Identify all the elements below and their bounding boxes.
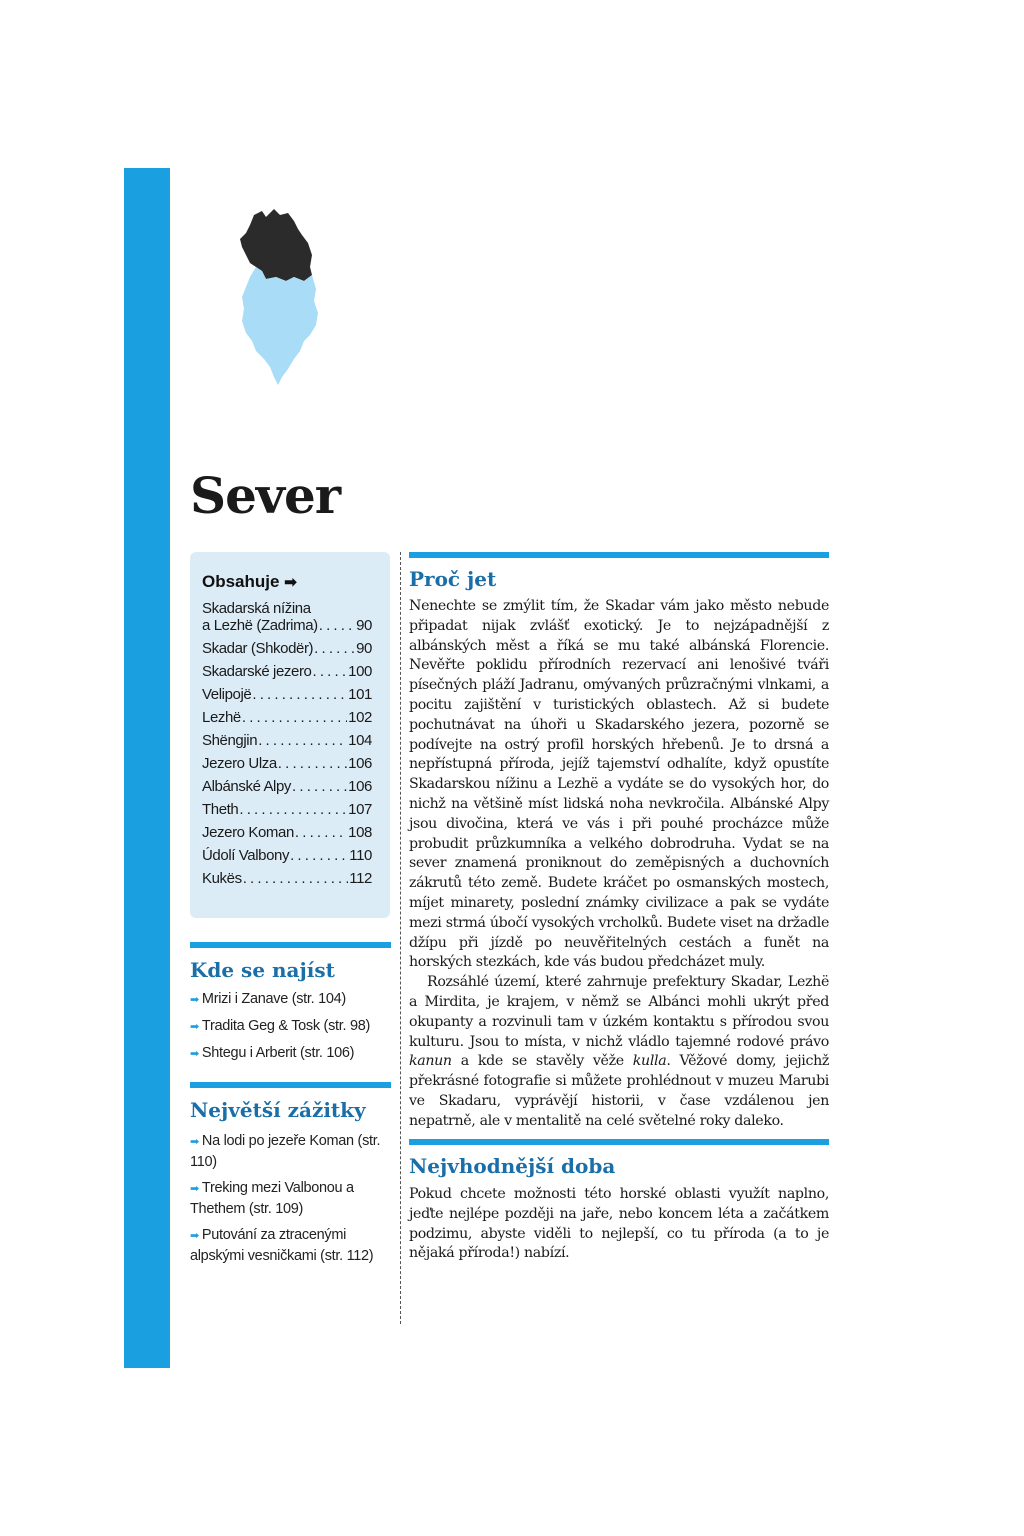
toc-leader — [292, 778, 347, 795]
toc-item[interactable] — [202, 778, 378, 795]
toc-item-page: 108 — [348, 824, 372, 841]
toc-item-label: Theth — [202, 801, 239, 818]
toc-item-label: Jezero Ulza — [202, 755, 277, 772]
toc-leader — [242, 709, 347, 726]
toc-item-page: 90 — [356, 640, 372, 657]
arrow-right-icon: ➡ — [190, 1021, 199, 1033]
toc-item-page: 102 — [348, 709, 372, 726]
list-item — [190, 989, 390, 1010]
toc-item-page: 106 — [348, 755, 372, 772]
contents-box — [190, 552, 390, 918]
list-item-text[interactable]: Treking mezi Valbonou a Thethem (str. 109) — [190, 1180, 354, 1217]
toc-leader — [239, 801, 347, 818]
highlights-heading: Největší zážitky — [190, 1098, 366, 1122]
toc-item-page: 101 — [348, 686, 372, 703]
list-item-text[interactable]: Mrizi i Zanave (str. 104) — [201, 991, 346, 1007]
toc-item-label: a Lezhë (Zadrima) — [202, 617, 318, 634]
toc-leader — [252, 686, 347, 703]
toc-item-label: Údolí Valbony — [202, 847, 290, 864]
toc-leader — [278, 755, 347, 772]
toc-item[interactable] — [202, 640, 378, 657]
why-go-body — [409, 597, 829, 1132]
contents-heading — [202, 572, 378, 592]
toc-leader — [314, 640, 355, 657]
arrow-right-icon: ➡ — [190, 1048, 199, 1060]
toc-item-label: Albánské Alpy — [202, 778, 292, 795]
why-go-paragraph-2 — [409, 973, 829, 1131]
toc-item-page: 100 — [348, 663, 372, 680]
paragraph-text: Rozsáhlé území, které zahrnuje prefektury Skadar, Lezhë a Mirdita, je krajem, v němž se Albánci mohli ukrýt před okupanty a rozvinuli tam v úzkém kontaktu s přírodou svou kulturu. Jsou to místa, v nichž vládlo tajemné rodové právo — [409, 974, 829, 1050]
toc-item-page: 112 — [349, 870, 372, 887]
toc-leader — [295, 824, 347, 841]
toc-item-label: Jezero Koman — [202, 824, 294, 841]
list-item — [190, 1225, 390, 1266]
list-item-text[interactable]: Tradita Geg & Tosk (str. 98) — [201, 1018, 371, 1034]
where-to-eat-list — [190, 989, 390, 1070]
toc-item[interactable] — [202, 870, 378, 887]
toc-item[interactable] — [202, 801, 378, 818]
toc-item[interactable] — [202, 663, 378, 680]
page-title: Sever — [190, 466, 341, 525]
list-item-text[interactable]: Na lodi po jezeře Koman (str. 110) — [190, 1133, 381, 1170]
toc-item-page: 107 — [348, 801, 372, 818]
toc-item-page: 104 — [348, 732, 372, 749]
best-time-paragraph: Pokud chcete možnosti této horské oblasti využít naplno, jeďte nejlépe později na jaře, nebo koncem léta a začátkem podzimu, abyste viděli to nejlepší, co tu příroda (a to je nějaká příroda!) nabízí. — [409, 1186, 829, 1262]
contents-heading-label: Obsahuje — [202, 572, 280, 591]
column-divider — [400, 552, 401, 1324]
term-kulla: kulla — [632, 1053, 667, 1070]
toc-item[interactable] — [202, 847, 378, 864]
contents-list — [202, 600, 378, 887]
arrow-right-icon: ➡ — [190, 1183, 199, 1195]
highlights-list — [190, 1131, 390, 1272]
toc-item-label-line1: Skadarská nížina — [202, 600, 311, 617]
paragraph-text: a kde se stavěly věže — [451, 1053, 633, 1070]
toc-leader — [243, 870, 349, 887]
section-rule — [409, 552, 829, 558]
list-item — [190, 1016, 390, 1037]
toc-item-label: Lezhë — [202, 709, 241, 726]
section-rule — [409, 1139, 829, 1145]
toc-item-page: 110 — [349, 847, 372, 864]
best-time-heading: Nejvhodnější doba — [409, 1154, 616, 1178]
section-rule — [190, 942, 391, 948]
list-item — [190, 1043, 390, 1064]
toc-item-label: Skadarské jezero — [202, 663, 312, 680]
toc-item-label: Skadar (Shkodër) — [202, 640, 314, 657]
section-rule — [190, 1082, 391, 1088]
toc-item-label: Shëngjin — [202, 732, 258, 749]
best-time-body — [409, 1185, 829, 1264]
toc-leader — [258, 732, 347, 749]
arrow-right-icon: ➡ — [190, 1230, 199, 1242]
toc-item[interactable] — [202, 824, 378, 841]
list-item-text[interactable]: Putování za ztracenými alpskými vesničkami (str. 112) — [190, 1227, 374, 1264]
list-item — [190, 1178, 390, 1219]
albania-map-icon — [232, 205, 332, 395]
toc-item[interactable] — [202, 600, 378, 634]
toc-item[interactable] — [202, 686, 378, 703]
where-to-eat-heading: Kde se najíst — [190, 958, 335, 982]
toc-item[interactable] — [202, 755, 378, 772]
list-item-text[interactable]: Shtegu i Arberit (str. 106) — [201, 1045, 355, 1061]
map-region-north — [240, 209, 312, 281]
side-color-bar — [124, 168, 170, 1368]
toc-leader — [313, 663, 348, 680]
arrow-right-icon: ➡ — [190, 994, 199, 1006]
toc-leader — [290, 847, 348, 864]
paragraph-text: . Věžové domy, jejichž překrásné fotografie si můžete prohlédnout v muzeu Marubi ve Skadaru, vyprávějí historii, v čase vzdálenou jen nepatrně, ale v mentalitě na celé světelné roky daleko. — [409, 1053, 829, 1129]
arrow-right-icon: ➡ — [284, 574, 297, 591]
list-item — [190, 1131, 390, 1172]
term-kanun: kanun — [409, 1053, 452, 1070]
toc-item[interactable] — [202, 732, 378, 749]
arrow-right-icon: ➡ — [190, 1136, 199, 1148]
toc-item[interactable] — [202, 709, 378, 726]
toc-leader — [319, 617, 355, 634]
toc-item-page: 90 — [356, 617, 372, 634]
toc-item-label: Kukës — [202, 870, 242, 887]
toc-item-label: Velipojë — [202, 686, 252, 703]
map-region-rest — [242, 267, 318, 385]
toc-item-page: 106 — [348, 778, 372, 795]
why-go-paragraph-1: Nenechte se zmýlit tím, že Skadar vám jako město nebude připadat nijak zvlášť exotický. Je to nejzápadnější z albánských měst a říká se mu také albánská Florencie. Nevěřte poklidu přírodních rezervací ani lenošivé tváři písečných pláží Jadranu, omývaných průzračnými vlnkami, a pocitu zajištění v turistických oblastech. Až si budete pochutnávat na úhoři u Skadarského jezera, pozorně se podívejte na ostrý profil horských hřebenů. Je to drsná a nepřístupná příroda, jejíž tajemství odhalíte, když opustíte Skadarskou nížinu a Lezhë a vydáte se do vysokých hor, do nichž na většině míst lidská noha nevkročila. Albánské Alpy jsou divočina, která ve vás i při pouhé procházce může probudit průzkumníka a velkého dobrodruha. Vydat se na sever znamená proniknout do zeměpisných a duchovních zákrutů této země. Budete kráčet po osmanských mostech, míjet minarety, poslední známky civilizace a pak se vydáte mezi strmá úbočí vysokých vrcholků. Budete viset na držadle džípu při jízdě po neuvěřitelných cestách a funět na horských stezkách, kde vás budou předcházet muly. — [409, 598, 829, 971]
why-go-heading: Proč jet — [409, 567, 497, 591]
